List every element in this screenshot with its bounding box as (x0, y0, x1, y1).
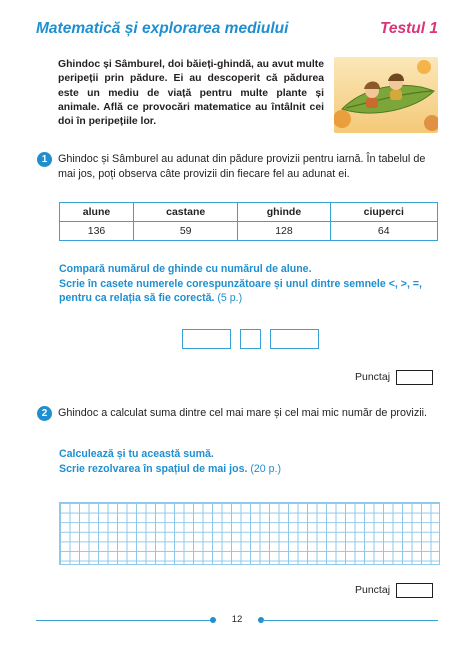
table-header-cell: castane (134, 203, 238, 222)
solution-grid[interactable] (59, 502, 440, 565)
first-number-answer-box[interactable] (182, 329, 231, 349)
footer-line-right (261, 620, 438, 621)
table-header-cell: ghinde (238, 203, 330, 222)
score-label: Punctaj (355, 371, 391, 383)
instruction-line: Calculează și tu această sumă. (59, 448, 214, 460)
question-2-text: Ghindoc a calculat suma dintre cel mai mare și cel mai mic număr de provizii. (58, 407, 428, 419)
test-label: Testul 1 (380, 20, 438, 37)
page-number: 12 (231, 614, 243, 625)
header-title: Matematică și explorarea mediului (36, 20, 289, 37)
sign-answer-box[interactable] (240, 329, 261, 349)
provisions-table (59, 202, 438, 241)
instruction-line: Scrie rezolvarea în spațiul de mai jos. (59, 462, 248, 475)
instruction-line: pentru ca relația să fie corectă. (59, 292, 215, 304)
footer-dot-left (210, 617, 216, 623)
footer-line-left (36, 620, 213, 621)
second-number-answer-box[interactable] (270, 329, 319, 349)
intro-text: Ghindoc și Sâmburel, doi băieți-ghindă, au avut multe peripeții prin pădure. Ei au descoperit că pădurea este un mediu de viață pentru multe plante și animale. Află ce provocări matematice au întâlnit cei doi în peripețiile lor. (58, 59, 324, 128)
points-label: (20 p.) (250, 462, 281, 475)
score-label: Punctaj (355, 584, 391, 596)
table-header-row (60, 203, 438, 222)
table-header-cell: ciuperci (330, 203, 437, 222)
question-2-instruction (59, 447, 439, 476)
table-cell: 136 (60, 222, 134, 241)
acorn-boys-illustration (334, 57, 438, 133)
question-1-instruction (59, 262, 449, 306)
question-1-number: 1 (37, 152, 52, 167)
table-row (60, 222, 438, 241)
table-header-cell: alune (60, 203, 134, 222)
question-2-number: 2 (37, 406, 52, 421)
instruction-line: Compară numărul de ghinde cu numărul de alune. (59, 263, 312, 275)
table-cell: 59 (134, 222, 238, 241)
points-label: (5 p.) (217, 292, 243, 304)
table-cell: 128 (238, 222, 330, 241)
score-box[interactable] (396, 583, 433, 598)
score-box[interactable] (396, 370, 433, 385)
instruction-line: Scrie în casete numerele corespunzătoare și unul dintre semnele <, >, =, (59, 277, 422, 290)
table-cell: 64 (330, 222, 437, 241)
question-1-text: Ghindoc și Sâmburel au adunat din pădure provizii pentru iarnă. În tabelul de mai jos, poți observa câte provizii din fiecare fel au adunat ei. (58, 153, 426, 180)
